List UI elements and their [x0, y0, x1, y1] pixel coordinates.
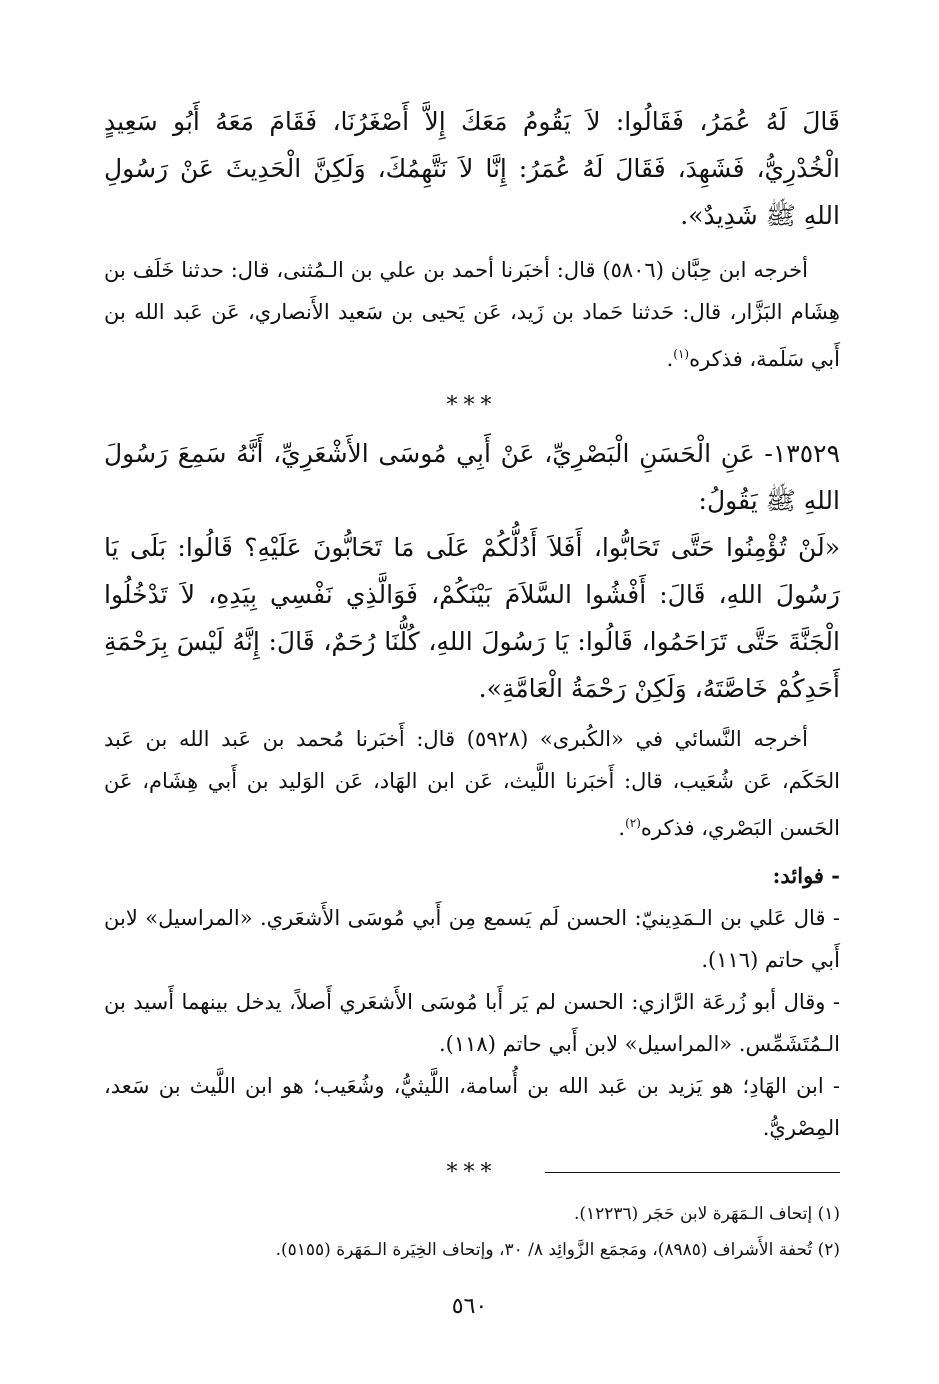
- source-paragraph-2: أخرجه النَّسائي في «الكُبرى» (٥٩٢٨) قال: أَخبَرنا مُحمد بن عَبد الله بن عَبد الحَكَم، عَن شُعَيب، قال: أَخبَرنا اللَّيث، عَن ابن الهَاد، عَن الوَليد بن أَبي هِشَام، عَن الحَسن البَصْري، فذكره$^{(٢)}$.: [104, 727, 840, 840]
- section-separator-1: ***: [446, 393, 498, 418]
- benefit-note-1: - قال عَلي بن الـمَدِينيّ: الحسن لَم يَسمع مِن أَبي مُوسَى الأَشعَري. «المراسيل» لابن أَبي حاتم (١١٦).: [104, 906, 840, 972]
- benefit-note-2: - وقال أبو زُرعَة الرَّازي: الحسن لم يَر أَبا مُوسَى الأَشعَري أَصلاً، يدخل بينهما أَسيد بن الـمُتَشَمِّس. «المراسيل» لابن أَبي حاتم (١١٨).: [104, 990, 840, 1056]
- hadith-continuation: قَالَ لَهُ عُمَرُ، فَقَالُوا: لاَ يَقُومُ مَعَكَ إِلاَّ أَصْغَرُنَا، فَقَامَ مَعَهُ أَبُو سَعِيدٍ الْخُدْرِيُّ، فَشَهِدَ، فَقَالَ لَهُ عُمَرُ: إِنَّا لاَ نَتَّهِمُكَ، وَلَكِنَّ الْحَدِيثَ عَنْ رَسُولِ اللهِ ﷺ شَدِيدٌ».: [104, 107, 840, 230]
- hadith-intro: ١٣٥٢٩- عَنِ الْحَسَنِ الْبَصْرِيِّ، عَنْ أَبِي مُوسَى الأَشْعَرِيِّ، أَنَّهُ سَمِعَ رَسُولَ اللهِ ﷺ يَقُولُ:: [104, 439, 840, 515]
- footnote-1: (١) إتحاف الـمَهَرة لابن حَجَر (١٢٢٣٦).: [573, 1204, 840, 1224]
- footnote-divider: [545, 1172, 840, 1173]
- footnote-ref-2: (٢): [625, 816, 641, 830]
- benefits-heading: - فوائد:: [772, 863, 840, 888]
- section-separator-2: ***: [446, 1160, 498, 1185]
- source-1-text: أخرجه ابن حِبَّان (٥٨٠٦) قال: أخبَرنا أحمد بن علي بن الـمُثنى، قال: حدثنا خَلَف بن هِشَام البَزَّار، قال: حَدثنا حَماد بن زَيد، عَن يَحيى بن سَعيد الأَنصاري، عَن عَبد الله بن أَبي سَلَمة، فذكره: [104, 258, 840, 371]
- footnotes: [104, 1196, 840, 1268]
- footnote-2: (٢) تُحفة الأَشراف (٨٩٨٥)، ومَجمَع الزَّوائِد ٨/ ٣٠، وإتحاف الخِيَرة الـمَهَرة (٥١٥٥).: [275, 1240, 840, 1260]
- footnote-ref-1: (١): [673, 347, 690, 361]
- benefit-note-3: - ابن الهَادِ؛ هو يَزيد بن عَبد الله بن أُسامة، اللَّيثيُّ، وشُعَيب؛ هو ابن اللَّيث بن سَعد، المِصْريُّ.: [104, 1074, 840, 1140]
- source-2-text: أخرجه النَّسائي في «الكُبرى» (٥٩٢٨) قال: أَخبَرنا مُحمد بن عَبد الله بن عَبد الحَكَم، عَن شُعَيب، قال: أَخبَرنا اللَّيث، عَن ابن الهَاد، عَن الوَليد بن أَبي هِشَام، عَن الحَسن البَصْري، فذكره: [104, 727, 840, 840]
- main-text-column: [104, 98, 840, 1197]
- hadith-text: «لَنْ تُؤْمِنُوا حَتَّى تَحَابُّوا، أَفَلاَ أَدُلُّكُمْ عَلَى مَا تَحَابُّونَ عَلَيْهِ؟ قَالُوا: بَلَى يَا رَسُولَ اللهِ، قَالَ: أَفْشُوا السَّلاَمَ بَيْنَكُمْ، فَوَالَّذِي نَفْسِي بِيَدِهِ، لاَ تَدْخُلُوا الْجَنَّةَ حَتَّى تَرَاحَمُوا، قَالُوا: يَا رَسُولَ اللهِ، كُلُّنَا رُحَمٌ، قَالَ: إِنَّهُ لَيْسَ بِرَحْمَةِ أَحَدِكُمْ خَاصَّتَهُ، وَلَكِنْ رَحْمَةُ الْعَامَّةِ».: [104, 533, 840, 703]
- source-paragraph-1: أخرجه ابن حِبَّان (٥٨٠٦) قال: أخبَرنا أحمد بن علي بن الـمُثنى، قال: حدثنا خَلَف بن هِشَام البَزَّار، قال: حَدثنا حَماد بن زَيد، عَن يَحيى بن سَعيد الأَنصاري، عَن عَبد الله بن أَبي سَلَمة، فذكره$^{(١)}$.: [104, 258, 840, 371]
- page-number: ٥٦٠: [451, 1294, 488, 1319]
